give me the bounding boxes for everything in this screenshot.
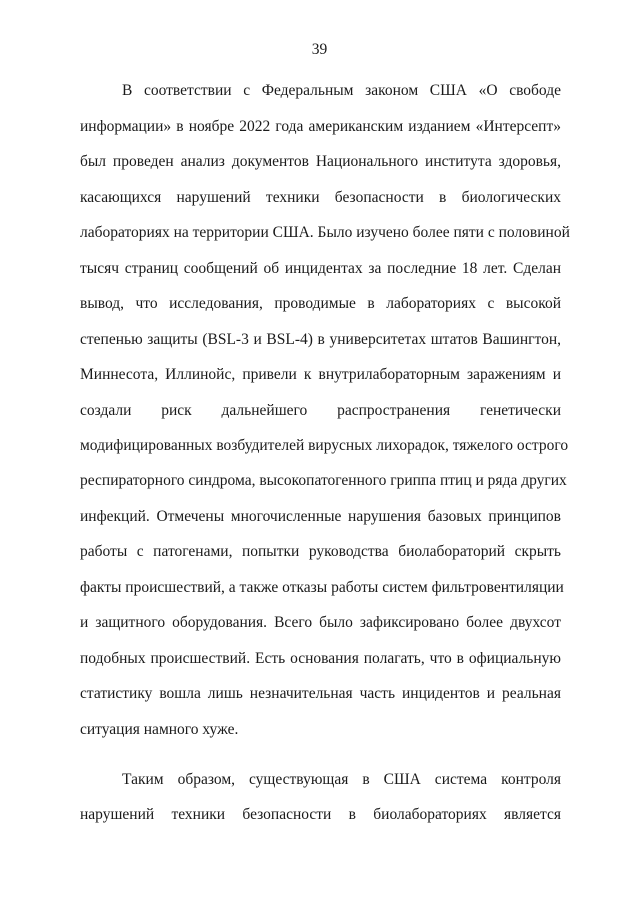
text-line: подобных происшествий. Есть основания полагать, что в официальную <box>80 650 561 667</box>
text-line: лабораториях на территории США. Было изучено более пяти с половиной <box>80 224 570 241</box>
text-line: вывод, что исследования, проводимые в лабораториях с высокой <box>80 295 561 312</box>
text-line: степенью защиты (BSL-3 и BSL-4) в университетах штатов Вашингтон, <box>80 331 561 348</box>
text-line: касающихся нарушений техники безопасности в биологических <box>80 189 561 206</box>
text-line: ситуация намного хуже. <box>80 721 239 738</box>
text-line: работы с патогенами, попытки руководства биолабораторий скрыть <box>80 543 561 560</box>
text-line: инфекций. Отмечены многочисленные нарушения базовых принципов <box>80 508 561 525</box>
text-line: факты происшествий, а также отказы работы систем фильтровентиляции <box>80 579 564 596</box>
text-line: статистику вошла лишь незначительная часть инцидентов и реальная <box>80 685 561 702</box>
text-line: был проведен анализ документов Национального института здоровья, <box>80 153 561 170</box>
text-line: информации» в ноябре 2022 года американским изданием «Интерсепт» <box>80 118 561 135</box>
text-line: создали риск дальнейшего распространения генетически <box>80 402 561 419</box>
text-line: и защитного оборудования. Всего было зафиксировано более двухсот <box>80 614 561 631</box>
text-line: респираторного синдрома, высокопатогенного гриппа птиц и ряда других <box>80 472 567 489</box>
text-line: Таким образом, существующая в США система контроля <box>122 771 561 788</box>
text-line: В соответствии с Федеральным законом США «О свободе <box>122 82 561 99</box>
text-line: модифицированных возбудителей вирусных лихорадок, тяжелого острого <box>80 437 569 454</box>
text-line: Миннесота, Иллинойс, привели к внутрилабораторным заражениям и <box>80 366 561 383</box>
page-number: 39 <box>311 41 328 58</box>
text-line: нарушений техники безопасности в биолабораториях является <box>80 806 561 823</box>
text-line: тысяч страниц сообщений об инцидентах за последние 18 лет. Сделан <box>80 260 561 277</box>
